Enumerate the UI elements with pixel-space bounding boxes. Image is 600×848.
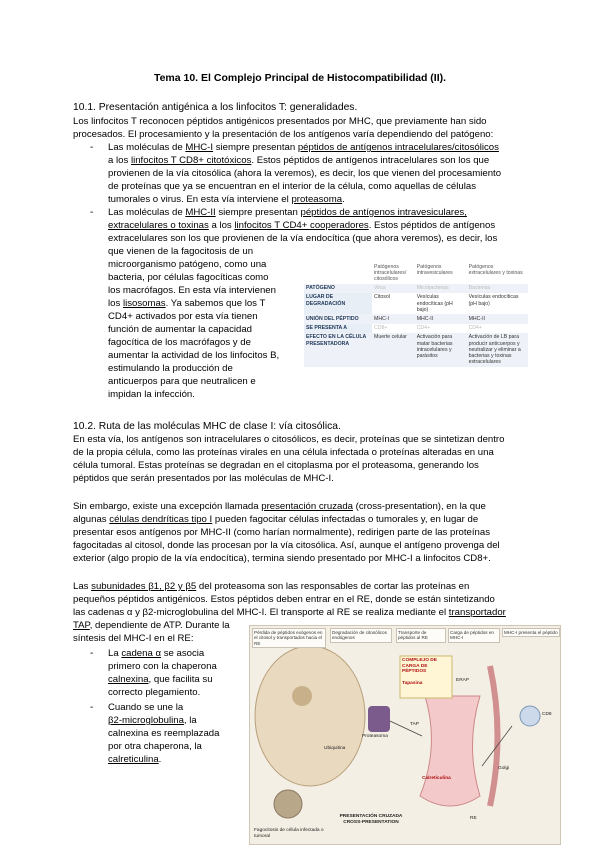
calreticulin-line-1: Cuando se une la bbox=[108, 702, 184, 713]
pathogen-comparison-table bbox=[304, 262, 528, 367]
figure-step-box: MHC-I presenta el péptido bbox=[502, 628, 560, 637]
proteasome-shape bbox=[368, 706, 390, 732]
figure-step-box: Degradación de citosólicos endógenos bbox=[330, 628, 392, 643]
bullet-dash: - bbox=[90, 207, 94, 218]
golgi-label: Golgi bbox=[498, 766, 510, 771]
mhc2-paragraph-line-15: impidan la infección. bbox=[108, 389, 195, 400]
calreticulin-line-5: calreticulina. bbox=[108, 754, 162, 765]
mhc2-paragraph-line-10: función de aumentar la capacidad bbox=[108, 324, 253, 335]
mhc1-paragraph-line-1: Las moléculas de MHC-I siempre presentan péptidos de antígenos intracelulares/citosólicos bbox=[108, 142, 499, 153]
calreticulin-label: Calreticulina bbox=[422, 776, 451, 781]
cytosolic-line-1: En esta vía, los antígenos son intracelulares o citosólicos, es decir, proteínas que se sintetizan dentro bbox=[73, 434, 505, 445]
tapasin-label: Tapasina bbox=[402, 681, 423, 686]
table-header: Patógenos intravesiculares bbox=[416, 263, 453, 276]
table-row: EFECTO EN LA CÉLULA PRESENTADORA Muerte celular Activación para matar bacterias intracelulares y parásitos Activación de LB para producir anticuerpos y neutralizar y eliminar a bacterias y toxinas extracelulares bbox=[304, 333, 528, 367]
cytosolic-line-2: de la propia célula, como las proteínas virales en una célula infectada o proteínas alteradas en una bbox=[73, 447, 494, 458]
mhc2-paragraph-line-1: Las moléculas de MHC-II siempre presentan péptidos de antígenos intravesiculares, bbox=[108, 207, 467, 218]
proteasome-line-4: TAP, dependiente de ATP. Durante la bbox=[73, 620, 230, 631]
er-membrane-shape bbox=[420, 696, 480, 806]
mhc2-paragraph-line-9: CD4+ activados por esta vía tienen bbox=[108, 311, 258, 322]
proteasome-line-3: las cadenas α y β2-microglobulina del MHC-I. El transporte al RE se realiza mediante el transportador bbox=[73, 607, 506, 618]
table-row: LUGAR DE DEGRADACIÓN Citosol Vesículas endocíticas (pH bajo) Vesículas endocíticas (pH bajo) bbox=[306, 294, 519, 313]
bullet-dash: - bbox=[90, 648, 94, 659]
phagocytosis-label: Fagocitosis de célula infectada o tumoral bbox=[254, 828, 324, 839]
cell-body-shape bbox=[255, 646, 365, 786]
mhc2-paragraph-line-11: fagocítica de los macrófagos y de bbox=[108, 337, 251, 348]
mhc2-paragraph-line-3: extracelulares son los que provienen de la vía endocítica (que ahora veremos), es decir, los bbox=[108, 233, 498, 244]
table-header: Patógenos extracelulares y toxinas bbox=[468, 263, 523, 276]
infected-cell-shape bbox=[274, 790, 302, 818]
proteasome-line-1: Las subunidades β1, β2 y β5 del proteasoma son las responsables de cortar las proteínas en bbox=[73, 581, 470, 592]
mhc2-paragraph-line-2: extracelulares o toxinas a los linfocitos T CD4+ cooperadores. Estos péptidos de antígenos bbox=[108, 220, 496, 231]
mhc2-paragraph-line-8: los lisosomas. Ya sabemos que los T bbox=[108, 298, 266, 309]
cross-presentation-line-2: algunas células dendríticas tipo I pueden fagocitar células infectadas o tumorales y, en lugar de bbox=[73, 514, 479, 525]
intro-line-2: procesados. El procesamiento y la presentación de los antígenos varía dependiendo del patógeno: bbox=[73, 129, 494, 140]
bullet-dash: - bbox=[90, 702, 94, 713]
cross-presentation-line-5: exterior (algo propio de la vía endocítica), termina siendo presentado por MHC-I a linfocitos CD8+. bbox=[73, 553, 491, 564]
mhc2-paragraph-line-7: los macrófagos. En esta vía intervienen bbox=[108, 285, 276, 296]
golgi-shape bbox=[490, 666, 498, 806]
calnexin-line-4: correcto plegamiento. bbox=[108, 687, 201, 698]
calreticulin-line-3: calnexina es reemplazada bbox=[108, 728, 220, 739]
bullet-dash: - bbox=[90, 142, 94, 153]
mhc2-paragraph-line-6: bacteria, por células fagocíticas como bbox=[108, 272, 269, 283]
calnexin-line-2: primero con la chaperona bbox=[108, 661, 217, 672]
mhc-class-i-pathway-figure bbox=[249, 625, 561, 845]
figure-step-box: Carga de péptidos en MHC-I bbox=[448, 628, 500, 643]
vesicle-shape bbox=[292, 686, 312, 706]
erap-label: ERAP bbox=[456, 678, 470, 683]
cross-presentation-label: PRESENTACIÓN CRUZADA CROSS-PRESENTATION bbox=[339, 814, 403, 825]
mhc1-paragraph-line-5: tumorales o virus. En esta vía interviene el proteasoma. bbox=[108, 194, 345, 205]
page-title: Tema 10. El Complejo Principal de Histocompatibilidad (II). bbox=[153, 72, 447, 84]
table-header bbox=[304, 262, 372, 284]
proteasome-line-2: pequeños péptidos antigénicos. Estos péptidos deben entrar en el RE, donde se están sintetizando bbox=[73, 594, 495, 605]
mhc1-paragraph-line-4: de proteínas que ya se encuentran en el interior de la célula, como aquellas de células bbox=[108, 181, 476, 192]
mhc1-paragraph-line-2: a los linfocitos T CD8+ citotóxicos. Estos péptidos de antígenos intracelulares son los que bbox=[108, 155, 490, 166]
figure-step-box: Pérdida de péptidos exógenos en el citosol y transportados hacia el RE bbox=[252, 628, 326, 648]
table-header: Patógenos intracelulares/ citosólicos bbox=[374, 263, 407, 282]
calreticulin-line-4: por otra chaperona, la bbox=[108, 741, 202, 752]
mhc2-paragraph-line-12: aumentar la actividad de los linfocitos B, bbox=[108, 350, 280, 361]
cd8-label: CD8 bbox=[542, 712, 552, 717]
section-heading-10-2: 10.2. Ruta de las moléculas MHC de clase I: vía citosólica. bbox=[73, 421, 341, 432]
cytosolic-line-4: péptidos que serán presentados por las moléculas de MHC-I. bbox=[73, 473, 334, 484]
proteasome-label: Proteasoma bbox=[362, 734, 388, 739]
section-heading-10-1: 10.1. Presentación antigénica a los linfocitos T: generalidades. bbox=[73, 102, 358, 113]
er-label: RE bbox=[470, 816, 477, 821]
cross-presentation-line-4: fagocitadas al citosol, donde las procesan por la vía citosólica. Así, aunque el antígeno provenga del bbox=[73, 540, 500, 551]
calnexin-line-1: La cadena α se asocia bbox=[108, 648, 205, 659]
intro-line-1: Los linfocitos T reconocen péptidos antigénicos presentados por MHC, que previamente han sido bbox=[73, 116, 487, 127]
calreticulin-line-2: β2-microglobulina, la bbox=[108, 715, 197, 726]
calnexin-line-3: calnexina, que facilita su bbox=[108, 674, 213, 685]
figure-step-box: Transporte de péptidos al RE bbox=[396, 628, 446, 643]
table-row: SE PRESENTA A CD8+ CD4+ CD4+ bbox=[306, 325, 482, 332]
cross-presentation-line-3: presentar esos antígenos por MHC-II (como harían normalmente), redirigen parte de las proteínas bbox=[73, 527, 491, 538]
mhc2-paragraph-line-5: microorganismo patógeno, como una bbox=[108, 259, 267, 270]
table-row: UNIÓN DEL PÉPTIDO MHC-I MHC-II MHC-II bbox=[304, 314, 528, 323]
cd8-cell-shape bbox=[520, 706, 540, 726]
proteasome-line-5: síntesis del MHC-I en el RE: bbox=[73, 633, 194, 644]
mhc2-paragraph-line-4: que vienen de la fagocitosis de un bbox=[108, 246, 254, 257]
cross-presentation-line-1: Sin embargo, existe una excepción llamada presentación cruzada (cross-presentation), en la que bbox=[73, 501, 486, 512]
ubiquitin-label: Ubiquitina bbox=[324, 746, 346, 751]
table-row: PATÓGENO Virus Micobacterias Bacterias bbox=[304, 284, 528, 293]
tap-label: TAP bbox=[410, 722, 419, 727]
mhc1-paragraph-line-3: provienen de la vía citosólica (ahora la veremos), es decir, los que vienen del procesamiento bbox=[108, 168, 502, 179]
mhc2-paragraph-line-13: estimulando la producción de bbox=[108, 363, 233, 374]
cytosolic-line-3: célula tumoral. Estas proteínas se degradan en el citoplasma por el proteasoma, generando los bbox=[73, 460, 479, 471]
loading-complex-label: COMPLEJO DE CARGA DE PÉPTIDOS bbox=[402, 658, 437, 674]
mhc2-paragraph-line-14: anticuerpos para que neutralicen e bbox=[108, 376, 256, 387]
